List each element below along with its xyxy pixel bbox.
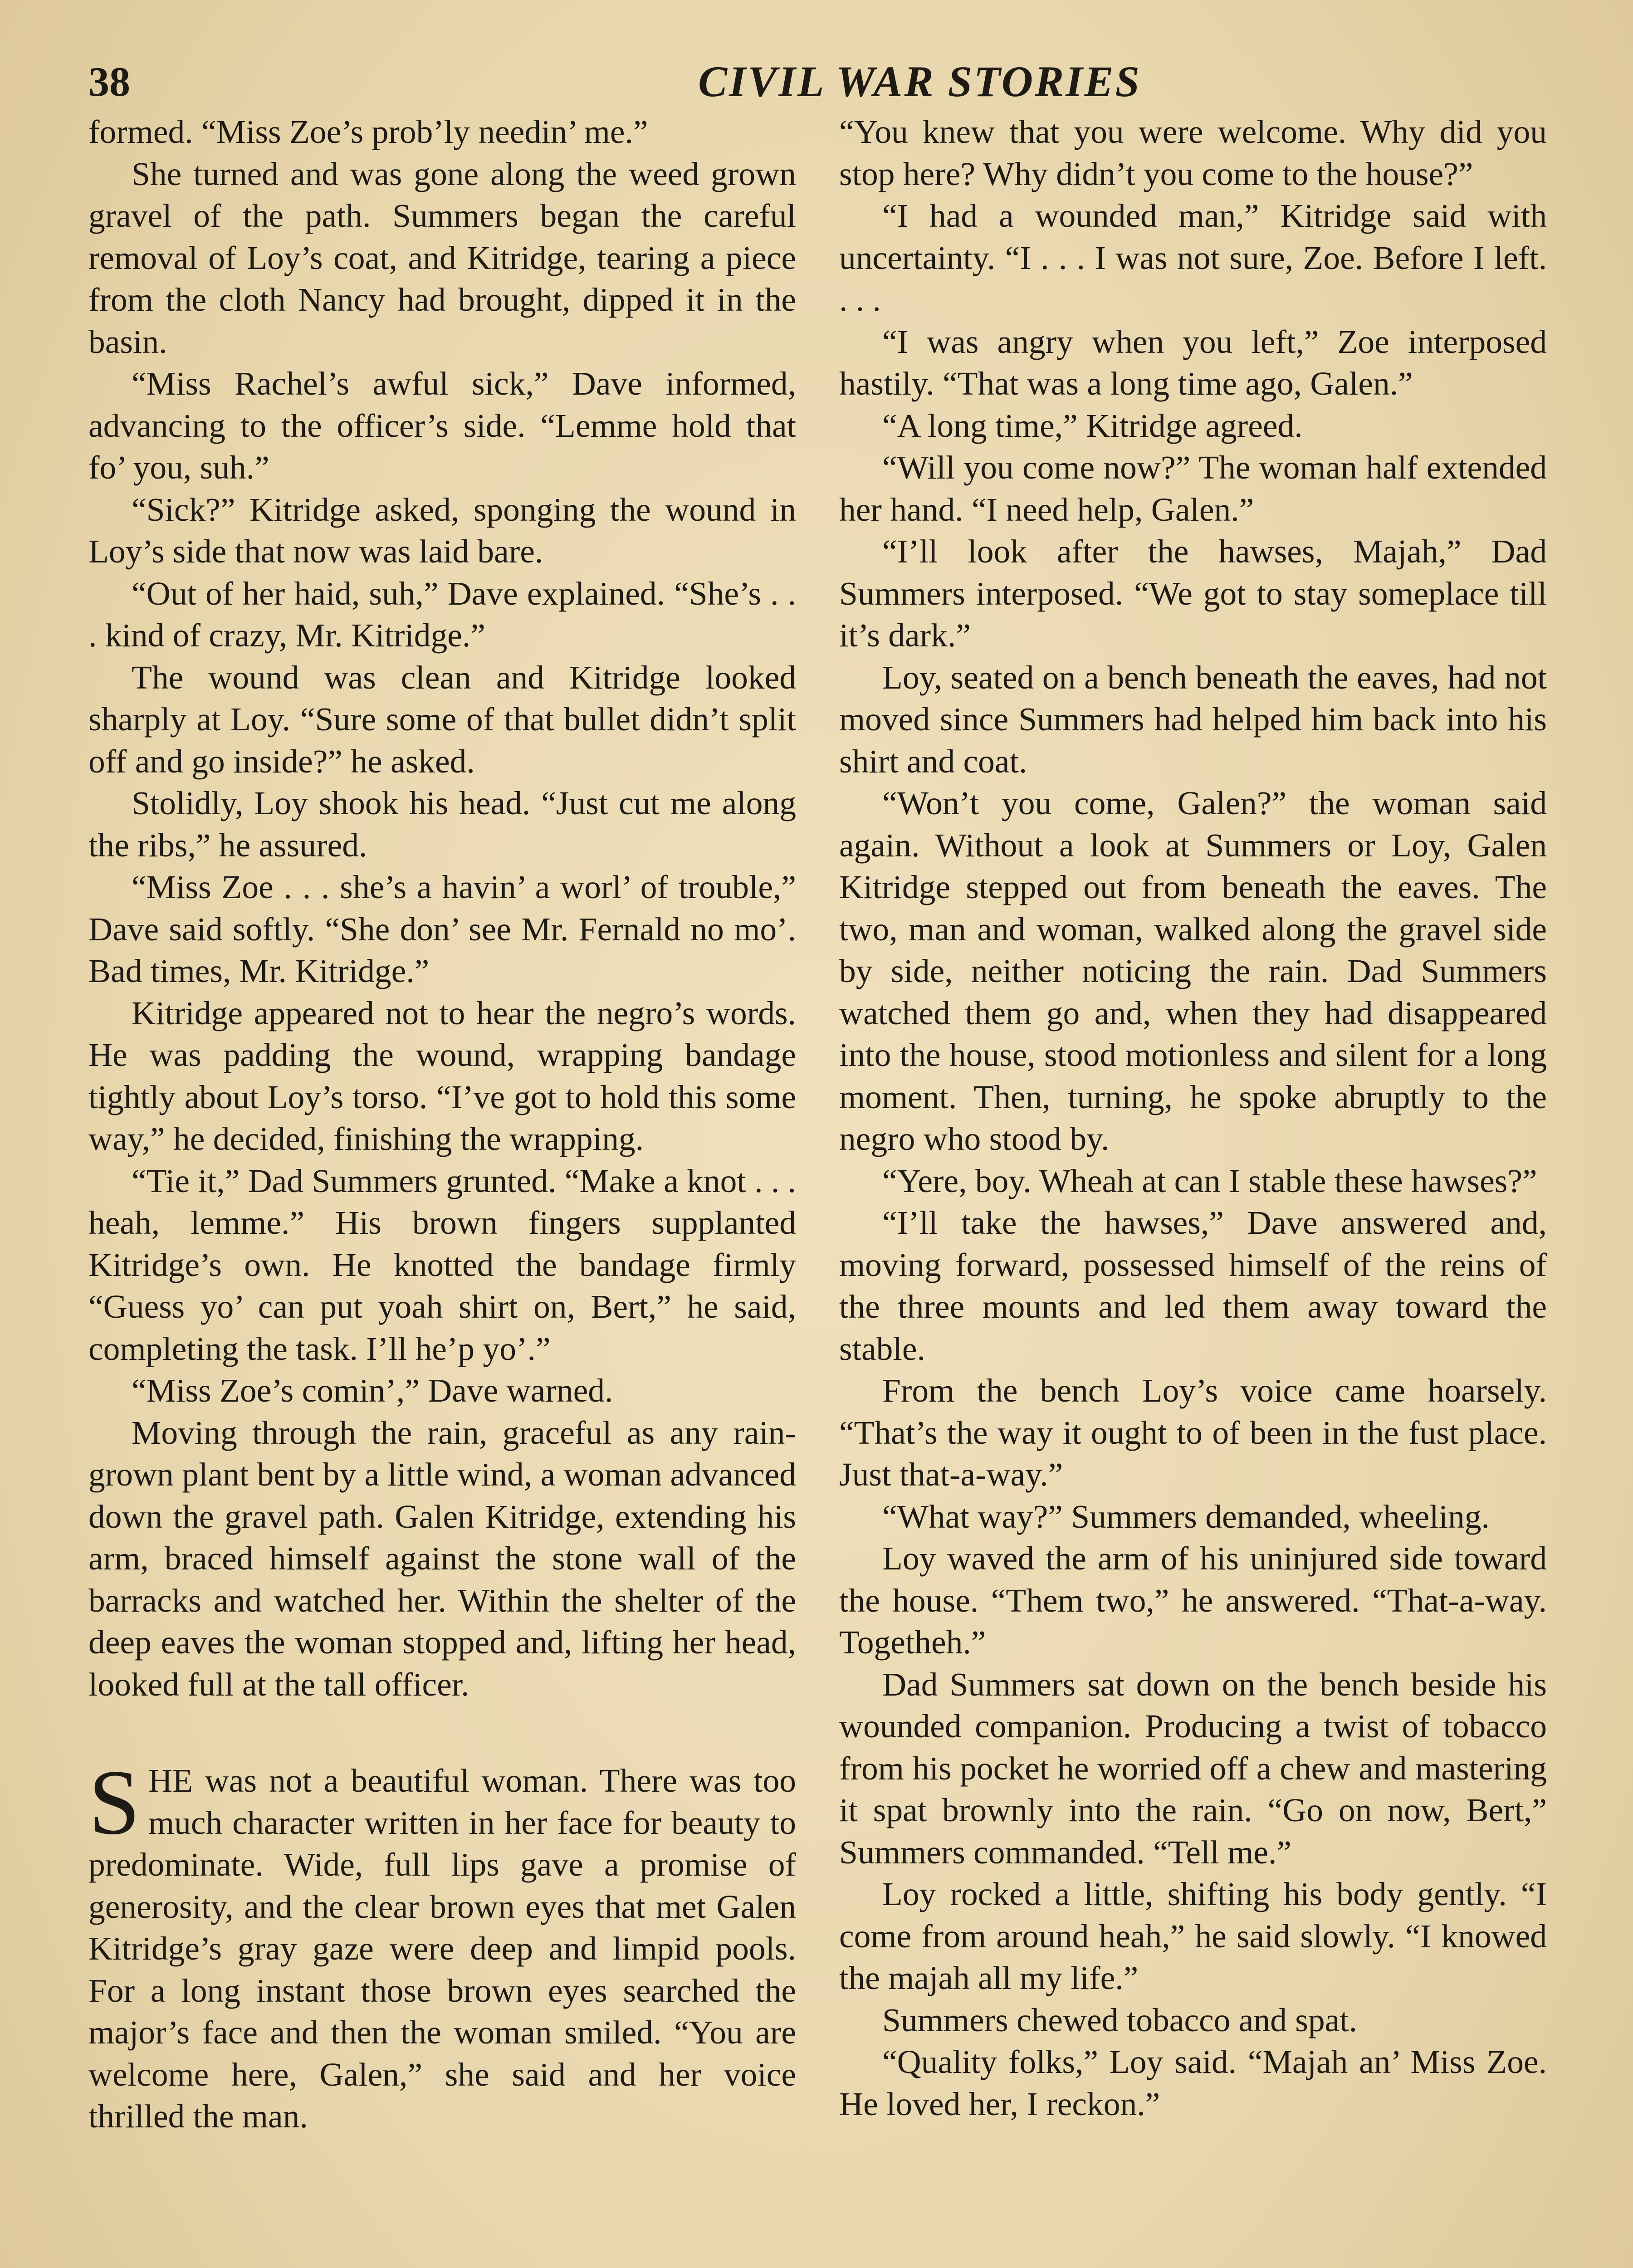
left-column	[88, 111, 796, 2138]
paragraph: “I’ll look after the hawses, Majah,” Dad Summers interposed. “We got to stay someplace till it’s dark.”	[839, 533, 1547, 654]
paragraph: “You knew that you were welcome. Why did you stop here? Why didn’t you come to the house?”	[839, 113, 1547, 192]
paragraph: formed. “Miss Zoe’s prob’ly needin’ me.”	[88, 113, 648, 150]
paragraph: “I’ll take the hawses,” Dave answered and, moving forward, possessed himself of the reins of the three mounts and led them away toward the stable.	[839, 1204, 1547, 1367]
paragraph: The wound was clean and Kitridge looked sharply at Loy. “Sure some of that bullet didn’t split off and go inside?” he asked.	[88, 659, 796, 780]
paragraph: “Tie it,” Dad Summers grunted. “Make a knot . . . heah, lemme.” His brown fingers supplanted Kitridge’s own. He knotted the bandage firmly “Guess yo’ can put yoah shirt on, Bert,” he said, completing the task. I’ll he’p yo’.”	[88, 1162, 796, 1367]
page-header	[88, 54, 1547, 109]
page-number: 38	[88, 59, 130, 105]
paragraph: “Miss Rachel’s awful sick,” Dave informed, advancing to the officer’s side. “Lemme hold that fo’ you, suh.”	[88, 365, 796, 486]
section-opening-paragraph	[88, 1751, 796, 2138]
paragraph: “Quality folks,” Loy said. “Majah an’ Miss Zoe. He loved her, I reckon.”	[839, 2043, 1547, 2122]
drop-cap: S	[88, 1751, 141, 1854]
paragraph: Stolidly, Loy shook his head. “Just cut me along the ribs,” he assured.	[88, 785, 796, 864]
paragraph: “A long time,” Kitridge agreed.	[882, 407, 1303, 444]
paragraph: Loy waved the arm of his uninjured side toward the house. “Them two,” he answered. “That-a-way. Togetheh.”	[839, 1540, 1547, 1661]
text-columns	[88, 111, 1547, 2268]
paragraph: Loy, seated on a bench beneath the eaves, had not moved since Summers had helped him back into his shirt and coat.	[839, 659, 1547, 780]
paragraph: Dad Summers sat down on the bench beside his wounded companion. Producing a twist of tobacco from his pocket he worried off a chew and mastering it spat brownly into the rain. “Go on now, Bert,” Summers commanded. “Tell me.”	[839, 1666, 1547, 1871]
paragraph: “Out of her haid, suh,” Dave explained. “She’s . . . kind of crazy, Mr. Kitridge.”	[88, 575, 796, 654]
paragraph: “Miss Zoe . . . she’s a havin’ a worl’ of trouble,” Dave said softly. “She don’ see Mr. Fernald no mo’. Bad times, Mr. Kitridge.”	[88, 869, 796, 989]
right-column	[839, 111, 1547, 2125]
drop-cap-paragraph-text: HE was not a beautiful woman. There was too much character written in her face for beauty to predominate. Wide, full lips gave a promise of generosity, and the clear brown eyes that met Galen Kitridge’s gray gaze were deep and limpid pools. For a long instant those brown eyes searched the major’s face and then the woman smiled. “You are welcome here, Galen,” she said and her voice thrilled the man.	[88, 1762, 796, 2135]
paragraph: Moving through the rain, graceful as any rain-grown plant bent by a little wind, a woman advanced down the gravel path. Galen Kitridge, extending his arm, braced himself against the stone wall of the barracks and watched her. Within the shelter of the deep eaves the woman stopped and, lifting her head, looked full at the tall officer.	[88, 1414, 796, 1703]
paragraph: “Yere, boy. Wheah at can I stable these hawses?”	[882, 1162, 1537, 1199]
paragraph: “Will you come now?” The woman half extended her hand. “I need help, Galen.”	[839, 449, 1547, 528]
paragraph: Summers chewed tobacco and spat.	[882, 2001, 1358, 2038]
paragraph: “Miss Zoe’s comin’,” Dave warned.	[132, 1372, 613, 1409]
paragraph: “I had a wounded man,” Kitridge said with uncertainty. “I . . . I was not sure, Zoe. Before I left. . . .	[839, 197, 1547, 318]
running-title: CIVIL WAR STORIES	[698, 57, 1141, 106]
paragraph: “What way?” Summers demanded, wheeling.	[882, 1498, 1490, 1535]
paragraph: Loy rocked a little, shifting his body gently. “I come from around heah,” he said slowly. “I knowed the majah all my life.”	[839, 1876, 1547, 1996]
paragraph: “Won’t you come, Galen?” the woman said again. Without a look at Summers or Loy, Galen Kitridge stepped out from beneath the eaves. The two, man and woman, walked along the gravel side by side, neither noticing the rain. Dad Summers watched them go and, when they had disappeared into the house, stood motionless and silent for a long moment. Then, turning, he spoke abruptly to the negro who stood by.	[839, 785, 1547, 1157]
paragraph: “I was angry when you left,” Zoe interposed hastily. “That was a long time ago, Galen.”	[839, 323, 1547, 402]
paragraph: She turned and was gone along the weed grown gravel of the path. Summers began the careful removal of Loy’s coat, and Kitridge, tearing a piece from the cloth Nancy had brought, dipped it in the basin.	[88, 155, 796, 360]
paragraph: From the bench Loy’s voice came hoarsely. “That’s the way it ought to of been in the fust place. Just that-a-way.”	[839, 1372, 1547, 1493]
paragraph: Kitridge appeared not to hear the negro’s words. He was padding the wound, wrapping bandage tightly about Loy’s torso. “I’ve got to hold this some way,” he decided, finishing the wrapping.	[88, 994, 796, 1157]
paragraph: “Sick?” Kitridge asked, sponging the wound in Loy’s side that now was laid bare.	[88, 491, 796, 570]
